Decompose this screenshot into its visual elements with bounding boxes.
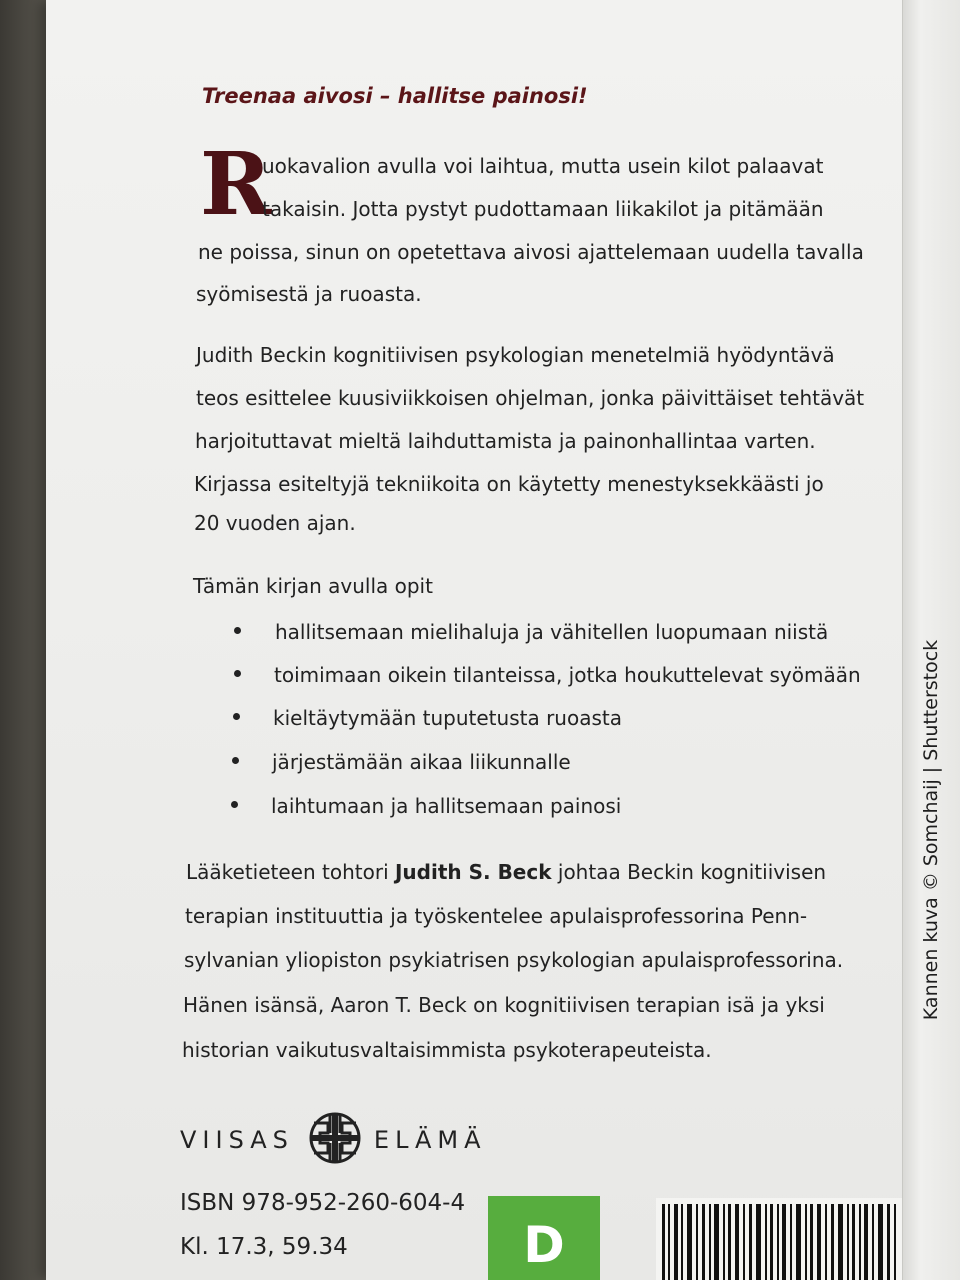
intro-line: syömisestä ja ruoasta. <box>196 282 422 306</box>
learn-list-item: laihtumaan ja hallitsemaan painosi <box>271 794 622 818</box>
grade-badge: D <box>488 1196 600 1280</box>
learn-list-item: hallitsemaan mielihaluja ja vähitellen luopumaan niistä <box>275 620 829 644</box>
tagline: Treenaa aivosi – hallitse painosi! <box>202 84 588 108</box>
author-name: Judith S. Beck <box>394 860 552 884</box>
author-bio-line: terapian instituuttia ja työskentelee apulaisprofessorina Penn- <box>185 904 808 928</box>
bullet-point <box>234 627 241 634</box>
bullet-point <box>231 801 238 808</box>
description-line: harjoituttavat mieltä laihduttamista ja painonhallintaa varten. <box>195 429 816 453</box>
learn-list-item: toimimaan oikein tilanteissa, jotka houkuttelevat syömään <box>274 663 861 687</box>
bullet-point <box>233 713 240 720</box>
description-line: Kirjassa esiteltyjä tekniikoita on käytetty menestyksekkäästi jo <box>194 472 824 496</box>
publisher-word-left: VIISAS <box>180 1126 294 1154</box>
isbn: ISBN 978-952-260-604-4 <box>180 1190 466 1216</box>
publisher-word-right: ELÄMÄ <box>373 1126 487 1154</box>
author-bio-suffix: johtaa Beckin kognitiivisen <box>551 860 827 884</box>
intro-line: uokavalion avulla voi laihtua, mutta usein kilot palaavat <box>262 154 824 178</box>
description-line: Judith Beckin kognitiivisen psykologian menetelmiä hyödyntävä <box>196 343 835 367</box>
bullet-point <box>232 757 239 764</box>
publisher-emblem-icon <box>308 1111 362 1169</box>
bullet-point <box>234 670 241 677</box>
cover-photo-credit: Kannen kuva © Somchaij | Shutterstock <box>920 639 942 1021</box>
drop-cap-letter: R <box>200 134 272 235</box>
learn-heading: Tämän kirjan avulla opit <box>193 574 433 598</box>
learn-list-item: kieltäytymään tuputetusta ruoasta <box>273 706 622 730</box>
description-line: teos esittelee kuusiviikkoisen ohjelman, jonka päivittäiset tehtävät <box>196 386 865 410</box>
description-line: 20 vuoden ajan. <box>194 511 356 535</box>
learn-list-item: järjestämään aikaa liikunnalle <box>272 750 571 774</box>
author-bio-line: Hänen isänsä, Aaron T. Beck on kognitiivisen terapian isä ja yksi <box>183 993 825 1017</box>
publisher-logo <box>180 1108 487 1172</box>
author-bio-line <box>186 850 826 894</box>
author-bio-line: historian vaikutusvaltaisimmista psykoterapeuteista. <box>182 1038 712 1062</box>
intro-line: takaisin. Jotta pystyt pudottamaan liikakilot ja pitämään <box>262 197 824 221</box>
barcode-icon <box>656 1198 902 1280</box>
author-bio-prefix: Lääketieteen tohtori <box>186 860 395 884</box>
author-bio-line: sylvanian yliopiston psykiatrisen psykologian apulaisprofessorina. <box>184 948 844 972</box>
intro-line: ne poissa, sinun on opetettava aivosi ajattelemaan uudella tavalla <box>198 240 864 264</box>
library-classification: Kl. 17.3, 59.34 <box>180 1234 348 1260</box>
